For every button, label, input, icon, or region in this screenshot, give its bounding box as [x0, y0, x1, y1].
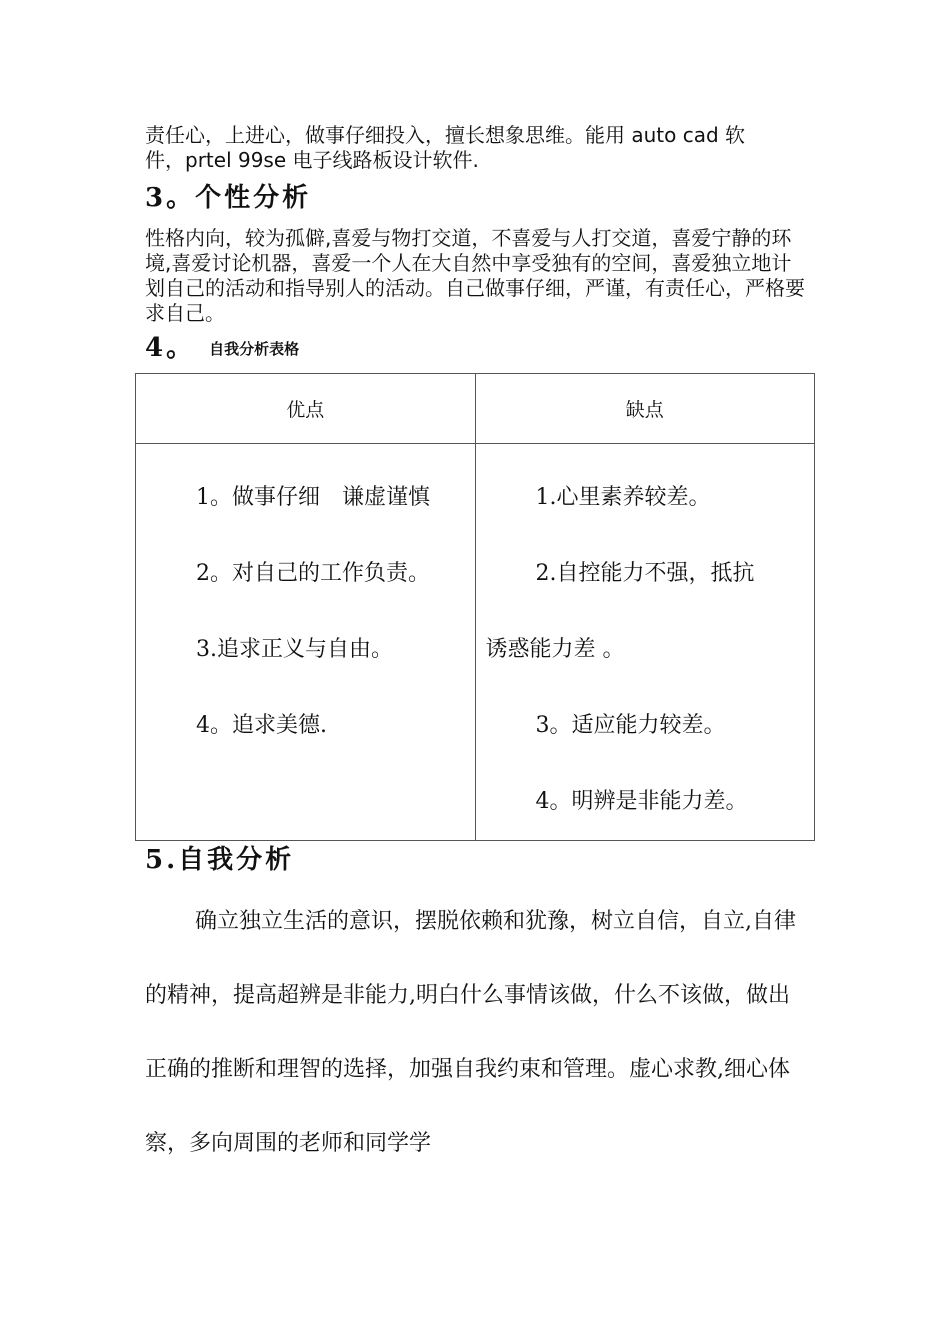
intro-paragraph — [145, 123, 810, 173]
intro-line-1: 责任心，上进心，做事仔细投入，擅长想象思维。能用 auto cad 软 — [145, 123, 746, 147]
header-weaknesses: 缺点 — [475, 374, 815, 444]
self-analysis-table — [135, 373, 815, 841]
weaknesses-cell — [475, 444, 815, 841]
strength-item: 3.追求正义与自由。 — [196, 637, 393, 662]
intro-line-2: 件，prtel 99se 电子线路板设计软件. — [145, 148, 479, 172]
weakness-item: 3。适应能力较差。 — [535, 713, 726, 738]
section-3-body: 性格内向，较为孤僻,喜爱与物打交道，不喜爱与人打交道，喜爱宁静的环境,喜爱讨论机器，喜爱一个人在大自然中享受独有的空间，喜爱独立地计划自己的活动和指导别人的活动。自己做事仔细，严谨，有责任心，严格要求自己。 — [145, 226, 805, 325]
strength-item: 4。追求美德. — [196, 713, 327, 738]
section-5-body: 确立独立生活的意识，摆脱依赖和犹豫，树立自信，自立,自律的精神，提高超辨是非能力,明白什么事情该做，什么不该做，做出正确的推断和理智的选择，加强自我约束和管理。虚心求教,细心体察，多向周围的老师和同学学 — [145, 909, 796, 1156]
section-4-number: 4。 — [145, 333, 196, 363]
section-4-subtitle: 自我分析表格 — [209, 340, 300, 358]
strengths-cell — [136, 444, 476, 841]
weaknesses-list — [476, 444, 815, 840]
strengths-list — [136, 444, 475, 764]
header-strengths: 优点 — [136, 374, 476, 444]
section-5-heading: 5.自我分析 — [145, 845, 295, 875]
weakness-item-continuation: 诱惑能力差 。 — [485, 637, 625, 662]
weakness-item: 2.自控能力不强，抵抗 — [535, 561, 755, 586]
strength-item: 1。做事仔细 谦虚谨慎 — [196, 485, 430, 510]
section-4-heading — [145, 331, 299, 366]
section-3-heading: 3。个性分析 — [145, 183, 312, 213]
weakness-item: 4。明辨是非能力差。 — [535, 789, 748, 814]
strength-item: 2。对自己的工作负责。 — [196, 561, 430, 586]
weakness-item: 1.心里素养较差。 — [535, 485, 711, 510]
